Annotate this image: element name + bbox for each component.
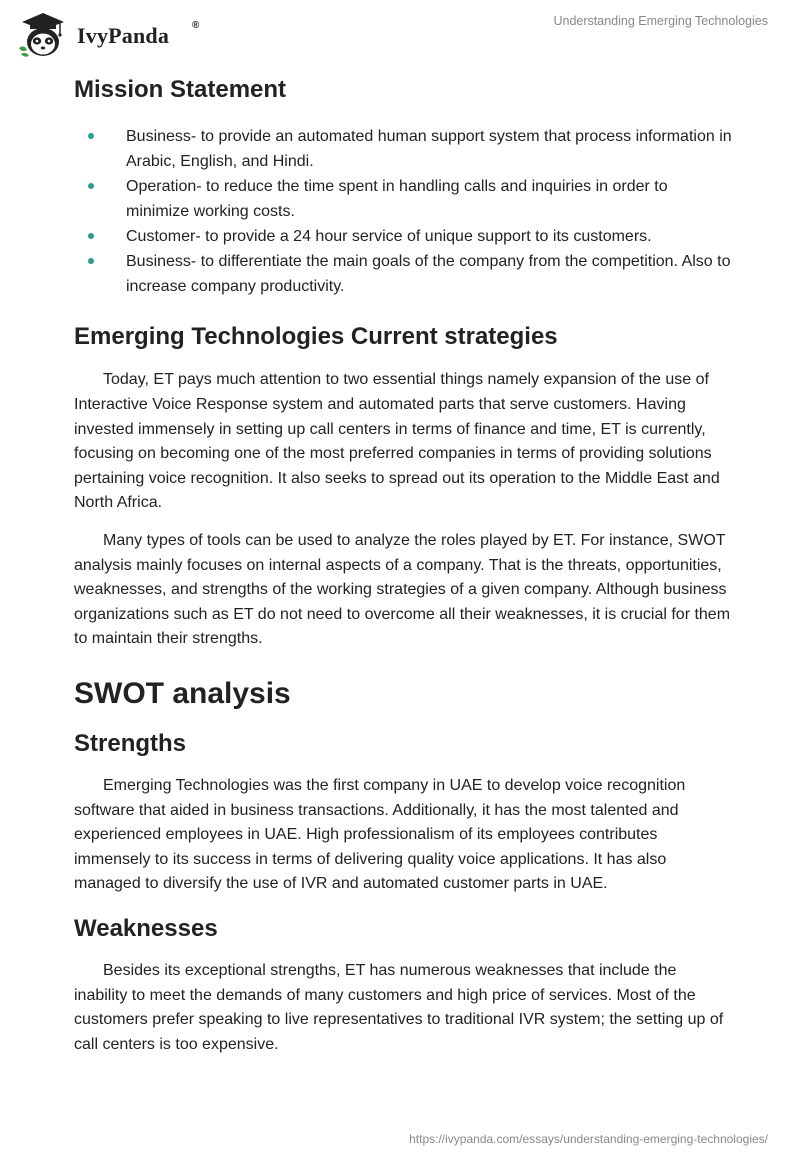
page-header [0,0,800,70]
strategies-heading: Emerging Technologies Current strategies [74,323,558,351]
bullet-icon [88,133,94,139]
list-item-text: Business- to provide an automated human support system that process information in Arabic, English, and Hindi. [126,128,732,171]
list-item [74,249,734,299]
essay-content [74,70,734,1058]
ivypanda-logo[interactable] [16,10,216,58]
weaknesses-paragraph: Besides its exceptional strengths, ET has numerous weaknesses that include the inability to meet the demands of many customers and high price of services. Most of the customers prefer speaking to live representatives to traditional IVR system; the setting up of call centers is too expensive. [74,962,724,1054]
strengths-paragraph: Emerging Technologies was the first company in UAE to develop voice recognition software that aided in business transactions. Additionally, it has the most talented and experienced employees in UAE. High professionalism of its employees contributes immensely to its success in terms of delivering quality voice applications. It has also managed to diversify the use of IVR and automated customer parts in UAE. [74,777,686,893]
bullet-icon [88,258,94,264]
list-item-text: Customer- to provide a 24 hour service of unique support to its customers. [126,228,652,246]
mission-heading: Mission Statement [74,76,287,103]
registered-mark: ® [192,20,200,31]
list-item-text: Operation- to reduce the time spent in handling calls and inquiries in order to minimize working costs. [126,178,668,221]
source-url-link[interactable]: https://ivypanda.com/essays/understanding-emerging-technologies/ [409,1132,768,1146]
list-item [74,174,734,224]
document-title: Understanding Emerging Technologies [553,14,768,28]
panda-graduate-icon [16,10,74,58]
strengths-heading: Strengths [74,729,187,757]
strategies-paragraph-1: Today, ET pays much attention to two essential things namely expansion of the use of Interactive Voice Response system and automated parts that serve customers. Having invested immensely in setting up call centers in terms of finance and time, ET is currently, focusing on becoming one of the most preferred companies in terms of providing solutions pertaining voice recognition. It also seeks to spread out its operation to the Middle East and North Africa. [74,371,720,512]
list-item [74,224,734,249]
swot-heading: SWOT analysis [74,676,291,710]
strategies-paragraph-2: Many types of tools can be used to analyze the roles played by ET. For instance, SWOT analysis mainly focuses on internal aspects of a company. That is the threats, opportunities, weaknesses, and strengths of the working strategies of a given company. Although business organizations such as ET do not need to overcome all their weaknesses, it is crucial for them to maintain their strengths. [74,531,731,648]
weaknesses-heading: Weaknesses [74,915,218,943]
bullet-icon [88,233,94,239]
bullet-icon [88,183,94,189]
brand-name: IvyPanda [77,23,170,48]
list-item [74,124,734,174]
list-item-text: Business- to differentiate the main goals of the company from the competition. Also to increase company productivity. [126,253,731,296]
mission-list [74,124,734,299]
